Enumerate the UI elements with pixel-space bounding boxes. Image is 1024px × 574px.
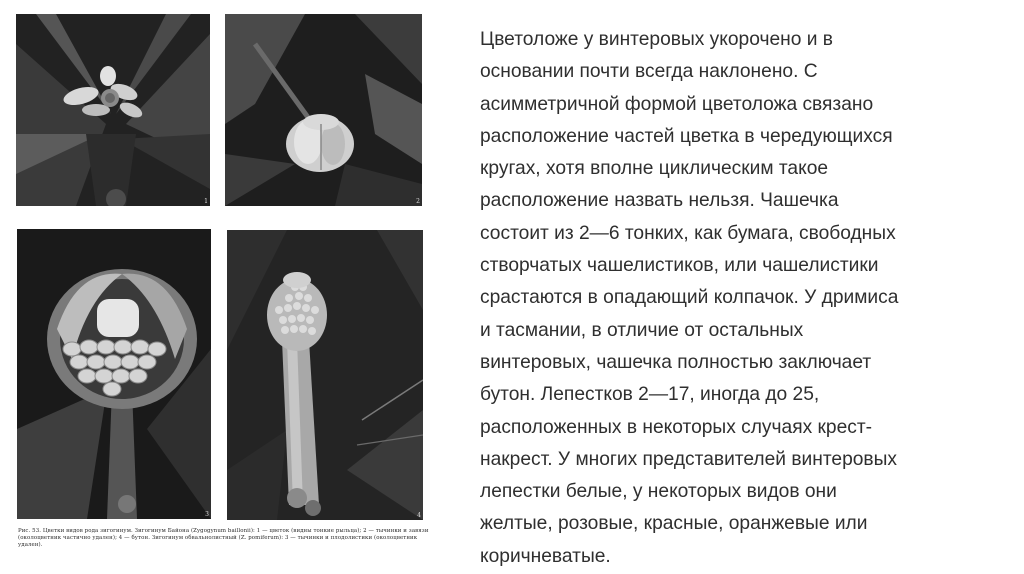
photo-number: 1 — [204, 198, 208, 205]
figure-plate — [0, 0, 452, 574]
body-paragraph: Цветоложе у винтеровых укорочено и в основании почти всегда наклонено. С асимметричной формой цветоложа связано расположение частей цветка в чередующихся кругах, хотя вполне циклическим такое расположение назвать нельзя. Чашечка состоит из 2—6 тонких, как бумага, свободных створчатых чашелистиков, или чашелистики срастаются в опадающий колпачок. У дримиса и тасмании, в отличие от остальных винтеровых, чашечка полностью заключает бутон. Лепестков 2—17, иногда до 25, расположенных в некоторых случаях крест- накрест. У многих представителей винтеровых лепестки белые, у некоторых видов они желтые, розовые, красные, оранжевые или коричневатые. — [480, 29, 899, 567]
flower-photo-4 — [227, 230, 423, 520]
flower-photo-1 — [16, 14, 210, 206]
photo-number: 3 — [205, 511, 209, 518]
photo-number: 4 — [417, 512, 421, 519]
photo-number: 2 — [416, 198, 420, 205]
figure-caption: Рис. 53. Цветки видов рода зигогинум. Зигогинум Байона (Zygogynum baillonii): 1 — цветок (видны тонкие рыльца); 2 — тычинки и завязи (околоцветник частично удален); 4 — бутон. Зигогинум обвальнолистный (Z. pomiferum): 3 — тычинки и плодолистики (околоцветник удален). — [18, 528, 429, 548]
flower-photo-2 — [225, 14, 422, 206]
flower-photo-3 — [17, 229, 211, 519]
